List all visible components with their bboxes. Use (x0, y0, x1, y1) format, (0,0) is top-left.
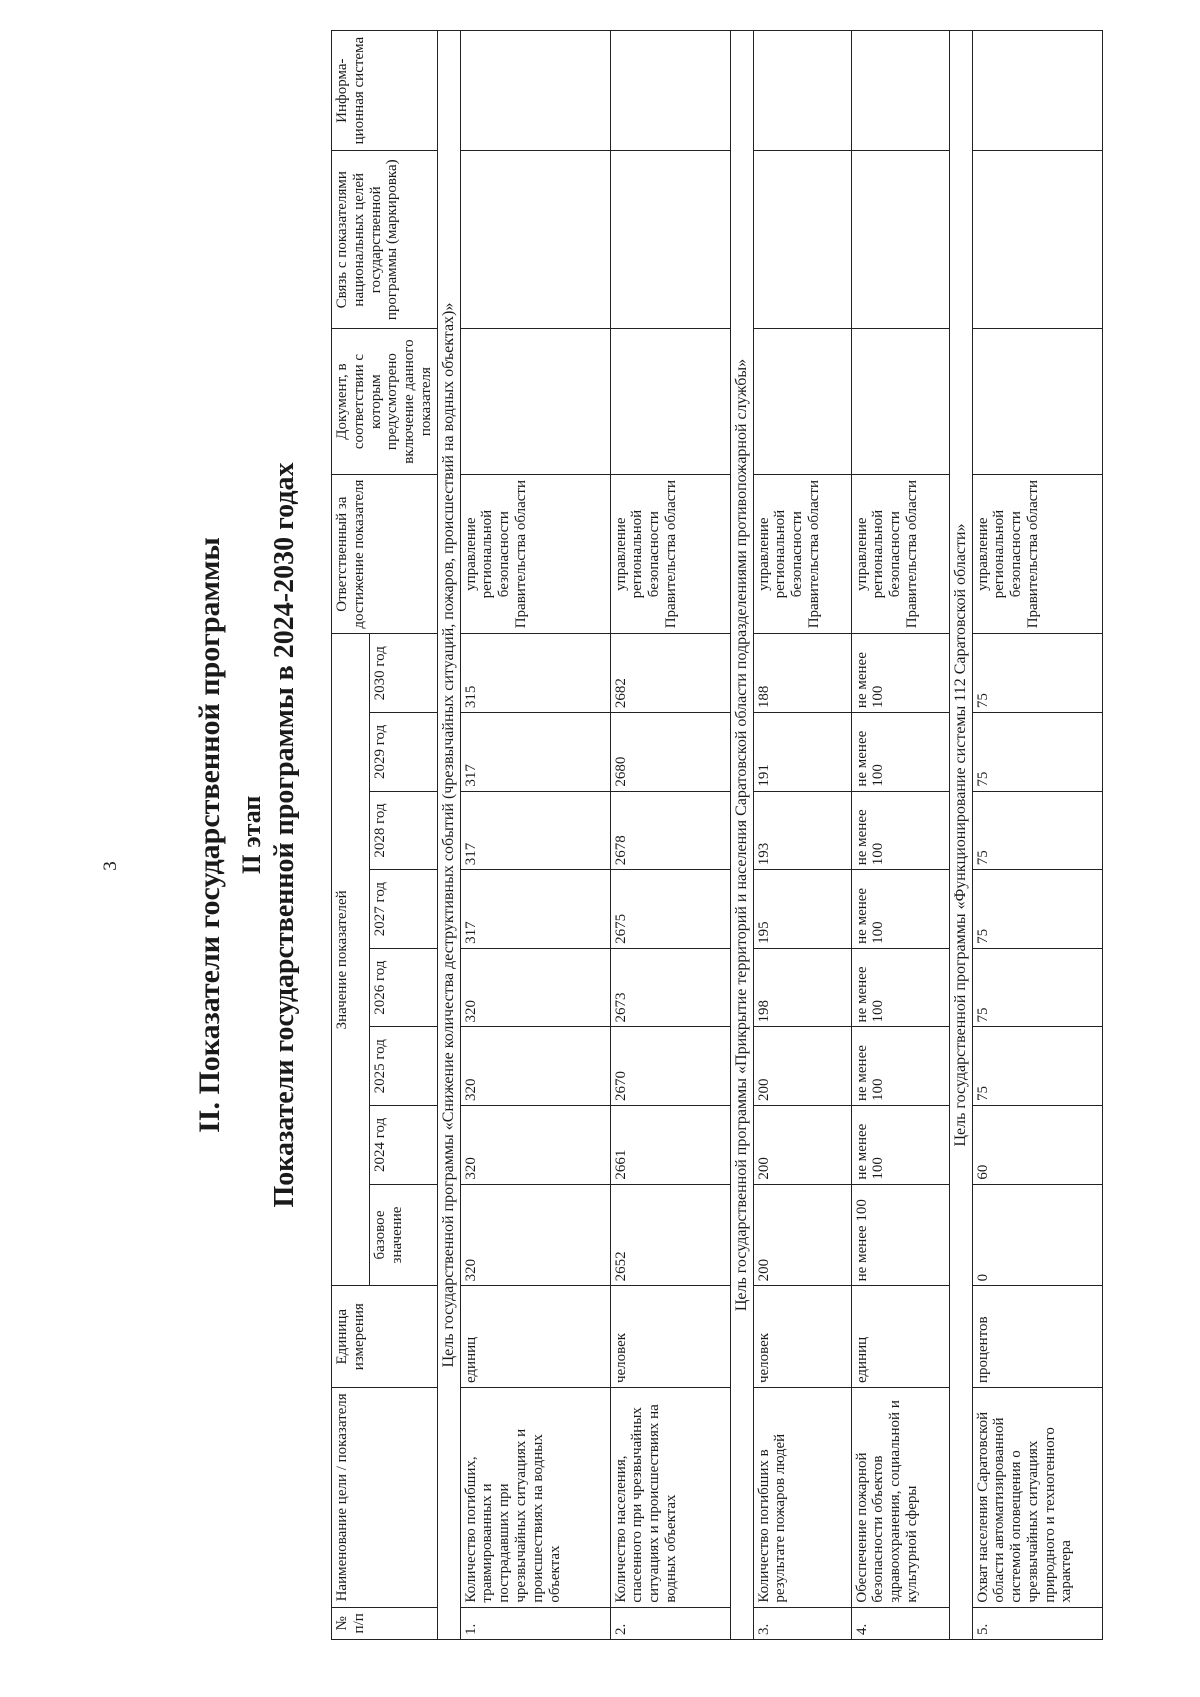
document-cell (972, 329, 1102, 475)
goal-title: Цель государственной программы «Функционирование системы 112 Саратовской области» (949, 31, 972, 1640)
year-value: 317 (460, 870, 610, 949)
info-system-cell (851, 31, 949, 151)
goal-title: Цель государственной программы «Прикрытие территорий и населения Саратовской области подразделениями противопожарной службы» (730, 31, 753, 1640)
table-row (610, 31, 730, 1640)
table-row (460, 31, 610, 1640)
year-value: 60 (972, 1106, 1102, 1185)
base-value: 320 (460, 1184, 610, 1286)
base-value: 2652 (610, 1184, 730, 1286)
row-number: 2. (610, 1607, 730, 1639)
year-value: 193 (753, 791, 851, 870)
info-system-cell (972, 31, 1102, 151)
unit-cell: человек (753, 1286, 851, 1388)
document-cell (610, 329, 730, 475)
unit-cell: единиц (460, 1286, 610, 1388)
table-row (972, 31, 1102, 1640)
col-header-values-group: Значение показателей (332, 634, 370, 1286)
year-value: 2678 (610, 791, 730, 870)
row-number: 4. (851, 1607, 949, 1639)
info-system-cell (753, 31, 851, 151)
col-header-year: 2027 год (370, 870, 438, 949)
row-number: 1. (460, 1607, 610, 1639)
section-title: II. Показатели государственной программы (193, 537, 226, 1133)
table-row (851, 31, 949, 1640)
year-value: не менее 100 (851, 948, 949, 1027)
year-value: 75 (972, 713, 1102, 792)
row-number: 5. (972, 1607, 1102, 1639)
col-header-year: 2028 год (370, 791, 438, 870)
base-value: 200 (753, 1184, 851, 1286)
info-system-cell (610, 31, 730, 151)
col-header-year: 2030 год (370, 634, 438, 713)
col-header-base: базовое значение (370, 1184, 438, 1286)
goal-row (437, 31, 460, 1640)
year-value: 2673 (610, 948, 730, 1027)
year-value: 320 (460, 1027, 610, 1106)
year-value: не менее 100 (851, 713, 949, 792)
year-value: 2670 (610, 1027, 730, 1106)
document-cell (851, 329, 949, 475)
year-value: не менее 100 (851, 791, 949, 870)
year-value: 2680 (610, 713, 730, 792)
year-value: 200 (753, 1106, 851, 1185)
year-value: 200 (753, 1027, 851, 1106)
col-header-year: 2029 год (370, 713, 438, 792)
responsible-cell: управление региональной безопасности Правительства области (460, 474, 610, 634)
indicator-name: Количество погибших в результате пожаров людей (753, 1388, 851, 1608)
col-header-info-system: Информа-ционная система (332, 31, 438, 151)
unit-cell: человек (610, 1286, 730, 1388)
year-value: 75 (972, 1027, 1102, 1106)
stage-title: II этап (237, 795, 266, 875)
responsible-cell: управление региональной безопасности Правительства области (610, 474, 730, 634)
goal-title: Цель государственной программы «Снижение количества деструктивных событий (чрезвычайных ситуаций, пожаров, происшествий на водных объектах)» (437, 31, 460, 1640)
col-header-link: Связь с показателями национальных целей государственной программы (маркировка) (332, 151, 438, 329)
responsible-cell: управление региональной безопасности Правительства области (753, 474, 851, 634)
link-cell (972, 151, 1102, 329)
year-value: 2682 (610, 634, 730, 713)
col-header-year: 2025 год (370, 1027, 438, 1106)
link-cell (460, 151, 610, 329)
year-value: 320 (460, 948, 610, 1027)
indicator-name: Количество погибших, травмированных и пострадавших при чрезвычайных ситуациях и происшествиях на водных объектах (460, 1388, 610, 1608)
col-header-unit: Единица измерения (332, 1286, 438, 1388)
year-value: 75 (972, 948, 1102, 1027)
indicators-table (331, 30, 1103, 1640)
year-value: 317 (460, 713, 610, 792)
year-value: 2661 (610, 1106, 730, 1185)
year-value: 317 (460, 791, 610, 870)
year-value: 320 (460, 1106, 610, 1185)
year-value: 188 (753, 634, 851, 713)
indicator-name: Охват населения Саратовской области автоматизированной системой оповещения о чрезвычайных ситуациях природного и техногенного характера (972, 1388, 1102, 1608)
year-value: не менее 100 (851, 1106, 949, 1185)
unit-cell: процентов (972, 1286, 1102, 1388)
table-row (753, 31, 851, 1640)
document-cell (753, 329, 851, 475)
col-header-responsible: Ответственный за достижение показателя (332, 474, 438, 634)
responsible-cell: управление региональной безопасности Правительства области (851, 474, 949, 634)
col-header-document: Документ, в соответствии с которым предусмотрено включение данного показателя (332, 329, 438, 475)
year-value: 195 (753, 870, 851, 949)
year-value: 2675 (610, 870, 730, 949)
page-number: 3 (99, 861, 121, 871)
indicator-name: Обеспечение пожарной безопасности объектов здравоохранения, социальной и культурной сферы (851, 1388, 949, 1608)
col-header-year: 2026 год (370, 948, 438, 1027)
indicator-name: Количество населения, спасенного при чрезвычайных ситуациях и происшествиях на водных объектах (610, 1388, 730, 1608)
year-value: 315 (460, 634, 610, 713)
col-header-year: 2024 год (370, 1106, 438, 1185)
year-value: 75 (972, 791, 1102, 870)
year-value: 198 (753, 948, 851, 1027)
year-value: 75 (972, 870, 1102, 949)
year-value: не менее 100 (851, 1027, 949, 1106)
unit-cell: единиц (851, 1286, 949, 1388)
year-value: 191 (753, 713, 851, 792)
year-value: не менее 100 (851, 870, 949, 949)
goal-row (949, 31, 972, 1640)
info-system-cell (460, 31, 610, 151)
base-value: 0 (972, 1184, 1102, 1286)
col-header-name: Наименование цели / показателя (332, 1388, 438, 1608)
link-cell (753, 151, 851, 329)
responsible-cell: управление региональной безопасности Правительства области (972, 474, 1102, 634)
document-cell (460, 329, 610, 475)
year-value: 75 (972, 634, 1102, 713)
year-value: не менее 100 (851, 634, 949, 713)
col-header-no: № п/п (332, 1607, 438, 1639)
header-row-1 (332, 31, 370, 1640)
link-cell (610, 151, 730, 329)
base-value: не менее 100 (851, 1184, 949, 1286)
row-number: 3. (753, 1607, 851, 1639)
link-cell (851, 151, 949, 329)
goal-row (730, 31, 753, 1640)
table-title: Показатели государственной программы в 2024-2030 годах (269, 462, 300, 1208)
rotated-page-content (193, 30, 1193, 1640)
